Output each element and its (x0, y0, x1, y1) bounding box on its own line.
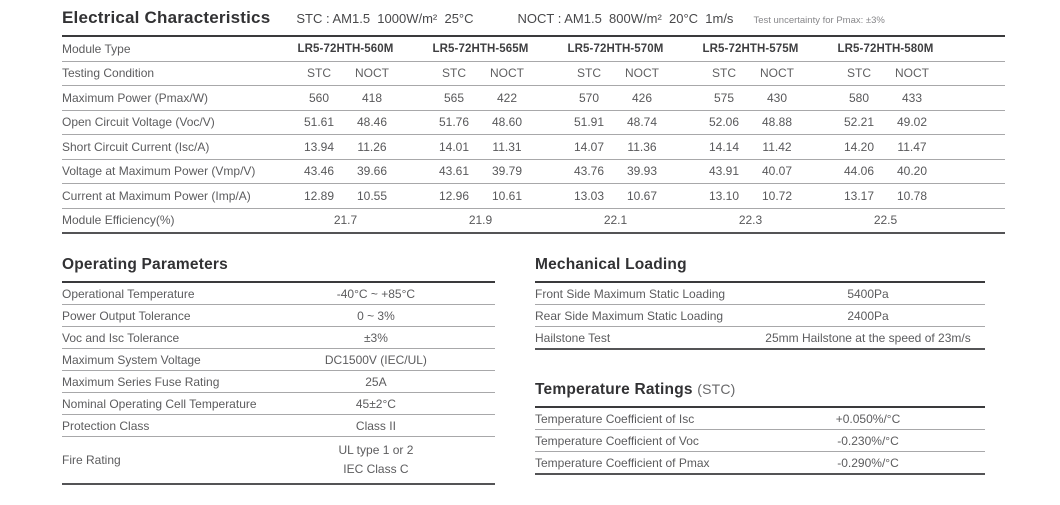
noct-value: 426 (631, 90, 653, 105)
stc-value: 43.46 (303, 164, 335, 179)
electrical-section-title: Electrical Characteristics (62, 8, 271, 27)
row-label: Module Efficiency(%) (62, 213, 175, 228)
noct-value: 48.60 (491, 115, 523, 130)
module-name: LR5-72HTH-570M (567, 42, 664, 55)
param-row (535, 408, 985, 430)
temperature-ratings-table (535, 406, 985, 475)
noct-value: 10.72 (761, 188, 793, 203)
stc-test-condition: STC : AM1.5 1000W/m² 25°C (296, 11, 474, 26)
param-value: 25mm Hailstone at the speed of 23m/s (765, 330, 971, 345)
stc-value: 13.17 (843, 188, 875, 203)
noct-value: 48.88 (761, 115, 793, 130)
pmax-row (62, 86, 1005, 111)
param-label: Temperature Coefficient of Voc (535, 433, 699, 448)
param-value: DC1500V (IEC/UL) (324, 352, 427, 367)
module-type-row (62, 37, 1005, 62)
vmp-row (62, 160, 1005, 185)
param-value: 45±2°C (355, 396, 396, 411)
mechanical-loading-table (535, 281, 985, 350)
stc-header: STC (307, 66, 331, 81)
fire-rating-row (62, 437, 495, 485)
electrical-section-header (62, 8, 1005, 35)
imp-row (62, 184, 1005, 209)
stc-value: 575 (713, 90, 735, 105)
module-name: LR5-72HTH-565M (432, 42, 529, 55)
stc-value: 580 (848, 90, 870, 105)
param-label: Fire Rating (62, 453, 121, 467)
param-label: Power Output Tolerance (62, 308, 191, 323)
noct-value: 39.79 (491, 164, 523, 179)
param-value: 25A (365, 374, 387, 389)
row-label: Testing Condition (62, 66, 155, 81)
temperature-ratings-title (535, 381, 985, 406)
noct-value: 10.61 (491, 188, 523, 203)
param-value: Class II (355, 418, 396, 433)
param-row (535, 430, 985, 452)
param-label: Maximum System Voltage (62, 352, 201, 367)
row-label: Module Type (62, 41, 131, 56)
stc-value: 43.76 (573, 164, 605, 179)
param-row (62, 371, 495, 393)
stc-value: 12.96 (438, 188, 470, 203)
param-label: Front Side Maximum Static Loading (535, 286, 726, 301)
fire-rating-line-1: UL type 1 or 2 (338, 443, 414, 458)
temperature-ratings-title-text: Temperature Ratings (535, 381, 693, 398)
efficiency-row (62, 209, 1005, 235)
noct-value: 10.67 (626, 188, 658, 203)
stc-value: 565 (443, 90, 465, 105)
electrical-table (62, 35, 1005, 234)
module-name: LR5-72HTH-580M (837, 42, 934, 55)
stc-value: 14.20 (843, 139, 875, 154)
param-label: Temperature Coefficient of Pmax (535, 455, 710, 470)
noct-value: 11.36 (627, 139, 657, 154)
stc-value: 14.01 (438, 139, 470, 154)
noct-value: 430 (766, 90, 788, 105)
noct-value: 40.20 (896, 164, 928, 179)
stc-value: 51.76 (438, 115, 470, 130)
noct-header: NOCT (490, 66, 524, 81)
temperature-ratings-title-suffix: (STC) (697, 381, 736, 397)
temperature-ratings-section (535, 381, 985, 475)
stc-value: 51.61 (303, 115, 335, 130)
efficiency-value: 22.5 (873, 213, 898, 228)
stc-value: 52.06 (708, 115, 740, 130)
param-row (62, 415, 495, 437)
stc-header: STC (712, 66, 736, 81)
param-value: 5400Pa (847, 286, 889, 301)
param-row (62, 349, 495, 371)
stc-header: STC (577, 66, 601, 81)
efficiency-value: 21.7 (333, 213, 358, 228)
param-label: Maximum Series Fuse Rating (62, 374, 220, 389)
param-row (62, 327, 495, 349)
param-value: -0.230%/°C (837, 433, 899, 448)
noct-header: NOCT (625, 66, 659, 81)
stc-value: 13.94 (303, 139, 335, 154)
row-label: Short Circuit Current (Isc/A) (62, 139, 210, 154)
param-label: Voc and Isc Tolerance (62, 330, 180, 345)
voc-row (62, 111, 1005, 136)
param-label: Nominal Operating Cell Temperature (62, 396, 257, 411)
electrical-characteristics-section (62, 8, 1005, 234)
module-name: LR5-72HTH-560M (297, 42, 394, 55)
stc-value: 12.89 (303, 188, 335, 203)
param-value: +0.050%/°C (835, 411, 901, 426)
param-label: Temperature Coefficient of Isc (535, 411, 695, 426)
noct-header: NOCT (760, 66, 794, 81)
noct-value: 11.42 (762, 139, 792, 154)
operating-parameters-title: Operating Parameters (62, 256, 228, 273)
noct-value: 11.31 (492, 139, 522, 154)
noct-value: 11.47 (897, 139, 927, 154)
noct-value: 48.74 (626, 115, 658, 130)
noct-header: NOCT (895, 66, 929, 81)
stc-value: 13.10 (708, 188, 740, 203)
param-value: -0.290%/°C (837, 455, 899, 470)
module-name: LR5-72HTH-575M (702, 42, 799, 55)
stc-value: 560 (308, 90, 330, 105)
stc-value: 14.07 (573, 139, 605, 154)
noct-value: 40.07 (761, 164, 793, 179)
noct-test-condition: NOCT : AM1.5 800W/m² 20°C 1m/s (517, 11, 734, 26)
row-label: Maximum Power (Pmax/W) (62, 90, 209, 105)
isc-row (62, 135, 1005, 160)
pmax-uncertainty-note: Test uncertainty for Pmax: ±3% (753, 15, 885, 26)
stc-value: 51.91 (573, 115, 605, 130)
row-label: Current at Maximum Power (Imp/A) (62, 188, 251, 203)
noct-value: 422 (496, 90, 518, 105)
noct-value: 10.55 (356, 188, 388, 203)
noct-header: NOCT (355, 66, 389, 81)
mechanical-loading-title: Mechanical Loading (535, 256, 687, 273)
efficiency-value: 22.3 (738, 213, 763, 228)
noct-value: 10.78 (896, 188, 928, 203)
param-label: Operational Temperature (62, 286, 195, 301)
stc-header: STC (442, 66, 466, 81)
stc-header: STC (847, 66, 871, 81)
param-row (62, 305, 495, 327)
stc-value: 14.14 (708, 139, 740, 154)
noct-value: 418 (361, 90, 383, 105)
param-value: -40°C ~ +85°C (336, 286, 416, 301)
noct-value: 11.26 (357, 139, 387, 154)
efficiency-value: 22.1 (603, 213, 628, 228)
noct-value: 39.93 (626, 164, 658, 179)
efficiency-value: 21.9 (468, 213, 493, 228)
operating-parameters-section (62, 256, 495, 485)
param-row (62, 283, 495, 305)
param-value: ±3% (363, 330, 388, 345)
mechanical-loading-section (535, 256, 985, 350)
param-row (535, 283, 985, 305)
stc-value: 52.21 (843, 115, 875, 130)
param-row (62, 393, 495, 415)
noct-value: 48.46 (356, 115, 388, 130)
stc-value: 43.61 (438, 164, 470, 179)
param-value (257, 441, 495, 478)
stc-value: 44.06 (843, 164, 875, 179)
testing-condition-row (62, 62, 1005, 87)
operating-parameters-table (62, 281, 495, 485)
param-value: 2400Pa (847, 308, 889, 323)
param-label: Hailstone Test (535, 330, 611, 345)
noct-value: 39.66 (356, 164, 388, 179)
param-label: Rear Side Maximum Static Loading (535, 308, 724, 323)
param-row (535, 327, 985, 350)
stc-value: 570 (578, 90, 600, 105)
param-label: Protection Class (62, 418, 150, 433)
row-label: Open Circuit Voltage (Voc/V) (62, 115, 215, 130)
param-row (535, 452, 985, 475)
noct-value: 49.02 (896, 115, 928, 130)
param-value: 0 ~ 3% (357, 308, 395, 323)
param-row (535, 305, 985, 327)
row-label: Voltage at Maximum Power (Vmp/V) (62, 164, 256, 179)
fire-rating-line-2: IEC Class C (343, 462, 409, 476)
stc-value: 13.03 (573, 188, 605, 203)
stc-value: 43.91 (708, 164, 740, 179)
noct-value: 433 (901, 90, 923, 105)
